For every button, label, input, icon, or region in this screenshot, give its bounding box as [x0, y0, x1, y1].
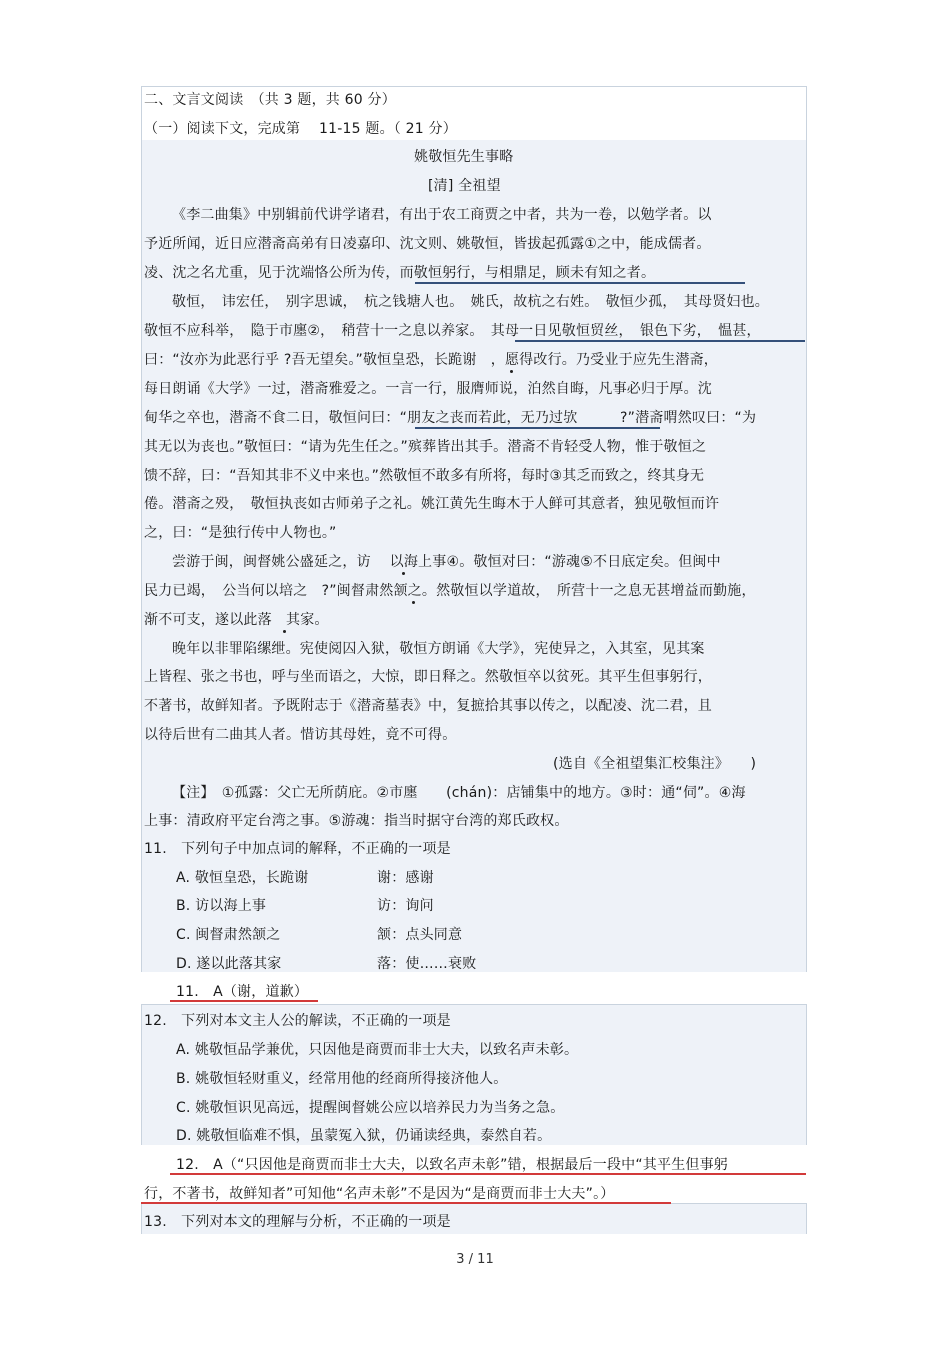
passage-line: 渐不可支，遂以此落 其家。 [144, 612, 329, 628]
page-number: 3 / 11 [456, 1252, 494, 1267]
passage-line: 《李二曲集》中别辑前代讲学诸君，有出于农工商贾之中者，共为一卷，以勉学者。以 [172, 207, 712, 223]
q13-stem: 13. 下列对本文的理解与分析，不正确的一项是 [144, 1214, 451, 1230]
q12-stem: 12. 下列对本文主人公的解读，不正确的一项是 [144, 1013, 451, 1029]
q11-gloss: 谢：感谢 [377, 870, 434, 886]
answer-underline [170, 1173, 806, 1175]
q11-option: C. 闽督肃然颔之 [176, 927, 281, 943]
passage-notes: 上事：清政府平定台湾之事。⑤游魂：指当时据守台湾的郑氏政权。 [144, 813, 569, 829]
passage-line: 其无以为丧也。”敬恒曰：“请为先生任之。”殡葬皆出其手。潜斋不肯轻受人物，惟于敬恒之 [144, 439, 707, 455]
part-header: （一）阅读下文，完成第 11-15 题。（ 21 分） [144, 121, 457, 137]
passage-line: 晚年以非罪陷缧绁。宪使阅囚入狱，敬恒方朗诵《大学》，宪使异之，入其室，见其案 [172, 641, 705, 657]
passage-line: 以待后世有二曲其人者。惜访其母姓，竟不可得。 [144, 727, 457, 743]
sentence-underline [415, 282, 745, 284]
q12-box-top [141, 1004, 807, 1005]
q12-answer: 行，不著书，故鲜知者”可知他“名声未彰”不是因为“是商贾而非士大夫”。） [144, 1186, 615, 1202]
q11-option: D. 遂以此落其家 [176, 956, 282, 972]
answer-underline [170, 1000, 318, 1002]
answer-underline [141, 1202, 671, 1204]
q12-box-right [806, 1004, 807, 1145]
emphasis-dot [510, 370, 513, 373]
section-header: 二、文言文阅读 （共 3 题，共 60 分） [144, 92, 396, 108]
q11-option: B. 访以海上事 [176, 898, 267, 914]
q12-option: B. 姚敬恒轻财重义，经常用他的经商所得接济他人。 [176, 1071, 508, 1087]
emphasis-dot [402, 572, 405, 575]
q13-box-right [806, 1203, 807, 1234]
q12-answer: 12. A（“只因他是商贾而非士大夫，以致名声未彰”错，根据最后一段中“其平生但事躬 [176, 1157, 728, 1173]
q12-box-left [141, 1004, 142, 1145]
q11-gloss: 访：询问 [377, 898, 434, 914]
passage-notes: 【注】 ①孤露：父亡无所荫庇。②市廛 (chán)：店铺集中的地方。③时：通“伺”。④海 [172, 785, 746, 801]
passage-line: 曰：“汝亦为此恶行乎 ?吾无望矣。”敬恒皇恐，长跪谢 ，愿得改行。乃受业于应先生潜斋， [144, 352, 718, 368]
emphasis-dot [412, 601, 415, 604]
header-box-right [806, 86, 807, 972]
passage-line: 尝游于闽，闽督姚公盛延之，访 以海上事④。敬恒对曰：“游魂⑤不日底定矣。但闽中 [172, 554, 721, 570]
q13-box-left [141, 1203, 142, 1234]
passage-author: [清] 全祖望 [428, 178, 501, 194]
header-box-left [141, 86, 142, 972]
passage-line: 甸华之卒也，潜斋不食二日，敬恒问曰：“朋友之丧而若此，无乃过欤 ?”潜斋喟然叹曰：“为 [144, 410, 757, 426]
q12-option: D. 姚敬恒临难不惧，虽蒙冤入狱，仍诵读经典，泰然自若。 [176, 1128, 552, 1144]
sentence-underline [515, 340, 805, 342]
q12-option: A. 姚敬恒品学兼优，只因他是商贾而非士大夫，以致名声未彰。 [176, 1042, 579, 1058]
passage-line: 予近所闻，近日应潜斋高弟有日凌嘉印、沈文则、姚敬恒，皆拔起孤露①之中，能成儒者。 [144, 236, 711, 252]
q11-option: A. 敬恒皇恐，长跪谢 [176, 870, 309, 886]
passage-line: 之，曰：“是独行传中人物也。” [144, 525, 337, 541]
q12-option: C. 姚敬恒识见高远，提醒闽督姚公应以培养民力为当务之急。 [176, 1100, 565, 1116]
passage-line: 凌、沈之名尤重，见于沈端恪公所为传，而敬恒躬行，与相鼎足，顾未有知之者。 [144, 265, 656, 281]
passage-line: 民力已竭， 公当何以培之 ?”闽督肃然颔之。然敬恒以学道故， 所营十一之息无甚增益而勤施， [144, 583, 756, 599]
passage-line: 敬恒不应科举， 隐于市廛②， 稍营十一之息以养家。 其母一日见敬恒贸丝， 银色下劣， 愠甚， [144, 323, 761, 339]
passage-source: (选自《全祖望集汇校集注》 ) [553, 756, 757, 772]
q11-gloss: 落：使……衰败 [377, 956, 477, 972]
passage-line: 敬恒， 讳宏任， 别字思诚， 杭之钱塘人也。 姚氏，故杭之右姓。 敬恒少孤， 其母贤妇也。 [172, 294, 769, 310]
q11-answer: 11. A（谢，道歉） [176, 984, 309, 1000]
passage-line: 每日朗诵《大学》一过，潜斋雅爱之。一言一行，服膺师说，泊然自晦，凡事必归于厚。沈 [144, 381, 712, 397]
passage-line: 馈不辞，曰：“吾知其非不义中来也。”然敬恒不敢多有所将，每时③其乏而致之，终其身无 [144, 468, 705, 484]
passage-line: 倦。潜斋之殁， 敬恒执丧如古师弟子之礼。姚江黄先生晦木于人鲜可其意者，独见敬恒而许 [144, 496, 720, 512]
header-box-top [141, 86, 807, 87]
q11-stem: 11. 下列句子中加点词的解释，不正确的一项是 [144, 841, 451, 857]
sentence-underline [415, 427, 660, 429]
passage-line: 上皆程、张之书也，呼与坐而语之，大惊，即日释之。然敬恒卒以贫死。其平生但事躬行， [144, 669, 712, 685]
emphasis-dot [283, 630, 286, 633]
q11-gloss: 颔：点头同意 [377, 927, 463, 943]
passage-title: 姚敬恒先生事略 [414, 149, 514, 165]
passage-line: 不著书，故鲜知者。予既附志于《潜斋墓表》中，复摭拾其事以传之，以配凌、沈二君，且 [144, 698, 712, 714]
